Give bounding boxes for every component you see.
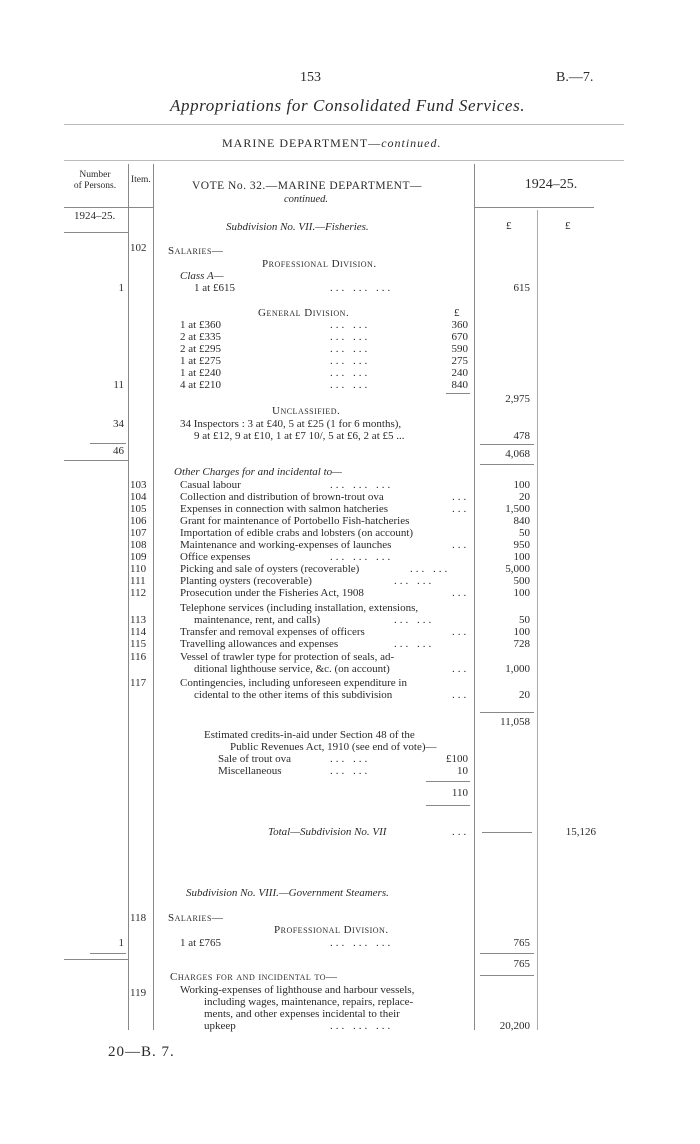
persons-count: 11 [113, 379, 124, 391]
department-continued: continued. [381, 136, 442, 150]
leader-dots: ... ... [330, 331, 371, 343]
leader-dots: ... ... [394, 575, 435, 587]
salaries-heading: Salaries— [168, 245, 224, 257]
gen-row-label: 1 at £360 [180, 319, 221, 331]
item-number: 107 [130, 527, 147, 539]
charge-label: Expenses in connection with salmon hatcheries [180, 503, 389, 515]
salary-row-label: 1 at £615 [194, 282, 235, 294]
gen-row-amount: 240 [451, 367, 468, 379]
charge-amount: 1,500 [505, 503, 530, 515]
charge-label: ditional lighthouse service, &c. (on account) [194, 663, 390, 675]
credit-label: Sale of trout ova [218, 753, 292, 765]
charges-heading: Charges for and incidental to— [170, 971, 338, 983]
leader-dots: ... ... [394, 614, 435, 626]
credit-amount: £100 [446, 753, 468, 765]
charge-amount: 50 [519, 527, 530, 539]
item-number: 102 [130, 242, 147, 254]
charge-label: cidental to the other items of this subdivision [194, 689, 393, 701]
item-number: 105 [130, 503, 147, 515]
item-number: 119 [130, 987, 147, 999]
number-header-line2: of Persons. [73, 181, 117, 191]
vessel-line: Vessel of trawler type for protection of seals, ad- [180, 651, 395, 663]
charge-label: Planting oysters (recoverable) [180, 575, 312, 587]
leader-dots: ... [452, 587, 470, 599]
charge-amount: 100 [513, 626, 530, 638]
gen-row-label: 2 at £295 [180, 343, 221, 355]
amount: 20,200 [499, 1020, 530, 1032]
charge-label: Picking and sale of oysters (recoverable) [180, 563, 360, 575]
item-header: Item. [131, 175, 151, 185]
charge-label: Collection and distribution of brown-trout ova [180, 491, 384, 503]
gen-row-label: 1 at £240 [180, 367, 221, 379]
inspectors-line: 34 Inspectors : 3 at £40, 5 at £25 (1 for 6 months), [180, 418, 402, 430]
subdivision-8-title: Subdivision No. VIII.—Government Steamers. [186, 887, 389, 899]
page-number: 153 [300, 70, 321, 85]
class-a: Class A— [180, 270, 224, 282]
charge-amount: 20 [519, 491, 530, 503]
leader-dots: ... [452, 626, 470, 638]
charge-label: maintenance, rent, and calls) [194, 614, 321, 626]
charge-amount: 100 [513, 587, 530, 599]
item-number: 106 [130, 515, 147, 527]
credit-label: Miscellaneous [218, 765, 282, 777]
leader-dots: ... ... [330, 753, 371, 765]
item-number: 112 [130, 587, 147, 599]
page-title: Appropriations for Consolidated Fund Services. [170, 96, 526, 115]
charge-label: Casual labour [180, 479, 241, 491]
leader-dots: ... ... [330, 319, 371, 331]
gen-row-amount: 360 [451, 319, 468, 331]
vote-continued: continued. [283, 194, 329, 205]
item-number: 108 [130, 539, 147, 551]
persons-count: 34 [113, 418, 124, 430]
item-number: 118 [130, 912, 147, 924]
charge-label: Grant for maintenance of Portobello Fish-hatcheries [180, 515, 410, 527]
salaries-heading: Salaries— [168, 912, 224, 924]
working-line: including wages, maintenance, repairs, replace- [204, 996, 414, 1008]
gen-row-amount: 590 [451, 343, 468, 355]
item-number: 116 [130, 651, 147, 663]
number-header [64, 170, 126, 192]
persons-count: 1 [118, 282, 124, 294]
leader-dots: ... [452, 663, 470, 675]
leader-dots: ... ... [394, 638, 435, 650]
leader-dots: ... ... [410, 563, 451, 575]
item-number: 111 [130, 575, 146, 587]
year-left: 1924–25. [74, 210, 116, 222]
working-line: ments, and other expenses incidental to their [204, 1008, 400, 1020]
salaries-total: 765 [513, 958, 530, 970]
other-charges-heading: Other Charges for and incidental to— [174, 466, 342, 478]
page-reference: B.—7. [556, 70, 594, 85]
gen-total: 2,975 [505, 393, 530, 405]
item-number: 104 [130, 491, 147, 503]
gen-row-amount: 275 [451, 355, 468, 367]
credits-line: Public Revenues Act, 1910 (see end of vote)— [230, 741, 437, 753]
item-number: 114 [130, 626, 147, 638]
leader-dots: ... [452, 689, 470, 701]
leader-dots: ... ... ... [330, 282, 394, 294]
department-heading [222, 136, 442, 151]
general-division: General Division. [258, 307, 350, 319]
charge-label: Travelling allowances and expenses [180, 638, 339, 650]
leader-dots: ... ... ... [330, 551, 394, 563]
charge-amount: 100 [513, 479, 530, 491]
leader-dots: ... ... [330, 343, 371, 355]
gen-currency: £ [454, 307, 460, 319]
leader-dots: ... ... [330, 379, 371, 391]
leader-dots: ... ... [330, 765, 371, 777]
leader-dots: ... ... ... [330, 479, 394, 491]
inspectors-line: 9 at £12, 9 at £10, 1 at £7 10/, 5 at £6, 2 at £5 ... [194, 430, 405, 442]
subdivision-7-title: Subdivision No. VII.—Fisheries. [226, 221, 369, 233]
working-line: Working-expenses of lighthouse and harbour vessels, [180, 984, 415, 996]
leader-dots: ... [452, 503, 470, 515]
charge-label: Importation of edible crabs and lobsters (on account) [180, 527, 414, 539]
total-column-rule [537, 210, 538, 1030]
gen-row-amount: 670 [451, 331, 468, 343]
working-line: upkeep [204, 1020, 236, 1032]
item-number: 113 [130, 614, 147, 626]
department-name: MARINE DEPARTMENT— [222, 136, 382, 150]
gen-row-amount: 840 [451, 379, 468, 391]
persons-total: 46 [113, 445, 124, 457]
amount: 478 [513, 430, 530, 442]
charge-amount: 100 [513, 551, 530, 563]
charge-amount: 20 [519, 689, 530, 701]
subdivision-7-total-label: Total—Subdivision No. VII [268, 826, 387, 838]
unclassified-heading: Unclassified. [272, 405, 341, 417]
charge-label: Maintenance and working-expenses of launches [180, 539, 392, 551]
subdivision-7-total: 15,126 [565, 826, 596, 838]
gen-row-label: 1 at £275 [180, 355, 221, 367]
printer-signature: 20—B. 7. [108, 1044, 175, 1060]
credits-line: Estimated credits-in-aid under Section 48 of the [204, 729, 415, 741]
text-column-rule [153, 164, 154, 1030]
vote-title: VOTE No. 32.—MARINE DEPARTMENT— [191, 180, 422, 192]
leader-dots: ... ... ... [330, 1020, 394, 1032]
amount: 765 [513, 937, 530, 949]
leader-dots: ... ... ... [330, 937, 394, 949]
charge-amount: 5,000 [505, 563, 530, 575]
currency-col2: £ [565, 220, 571, 232]
charge-amount: 1,000 [505, 663, 530, 675]
amount: 615 [513, 282, 530, 294]
leader-dots: ... ... [330, 367, 371, 379]
item-column-rule [128, 164, 129, 1030]
contingencies-line: Contingencies, including unforeseen expenditure in [180, 677, 407, 689]
charge-amount: 50 [519, 614, 530, 626]
leader-dots: ... [452, 826, 470, 838]
persons-count: 1 [118, 937, 124, 949]
charges-subtotal: 11,058 [500, 716, 530, 728]
amount-column-rule [474, 164, 475, 1030]
item-number: 117 [130, 677, 147, 689]
item-number: 115 [130, 638, 147, 650]
charge-label: Transfer and removal expenses of officers [180, 626, 365, 638]
professional-division: Professional Division. [262, 258, 377, 270]
charge-amount: 840 [513, 515, 530, 527]
credit-amount: 10 [457, 765, 468, 777]
salary-row-label: 1 at £765 [180, 937, 221, 949]
charge-amount: 728 [513, 638, 530, 650]
leader-dots: ... [452, 539, 470, 551]
telephone-line: Telephone services (including installation, extensions, [180, 602, 419, 614]
charge-label: Office expenses [180, 551, 251, 563]
item-number: 103 [130, 479, 147, 491]
professional-division: Professional Division. [274, 924, 389, 936]
charge-amount: 950 [513, 539, 530, 551]
charge-amount: 500 [513, 575, 530, 587]
number-header-line1: Number [79, 170, 111, 180]
item-number: 110 [130, 563, 147, 575]
leader-dots: ... ... [330, 355, 371, 367]
leader-dots: ... [452, 491, 470, 503]
item-number: 109 [130, 551, 147, 563]
gen-row-label: 4 at £210 [180, 379, 221, 391]
year-right: 1924–25. [524, 177, 578, 192]
gen-row-label: 2 at £335 [180, 331, 221, 343]
salaries-total: 4,068 [505, 448, 530, 460]
charge-label: Prosecution under the Fisheries Act, 1908 [180, 587, 364, 599]
currency-col1: £ [506, 220, 512, 232]
credits-total: 110 [451, 787, 468, 799]
